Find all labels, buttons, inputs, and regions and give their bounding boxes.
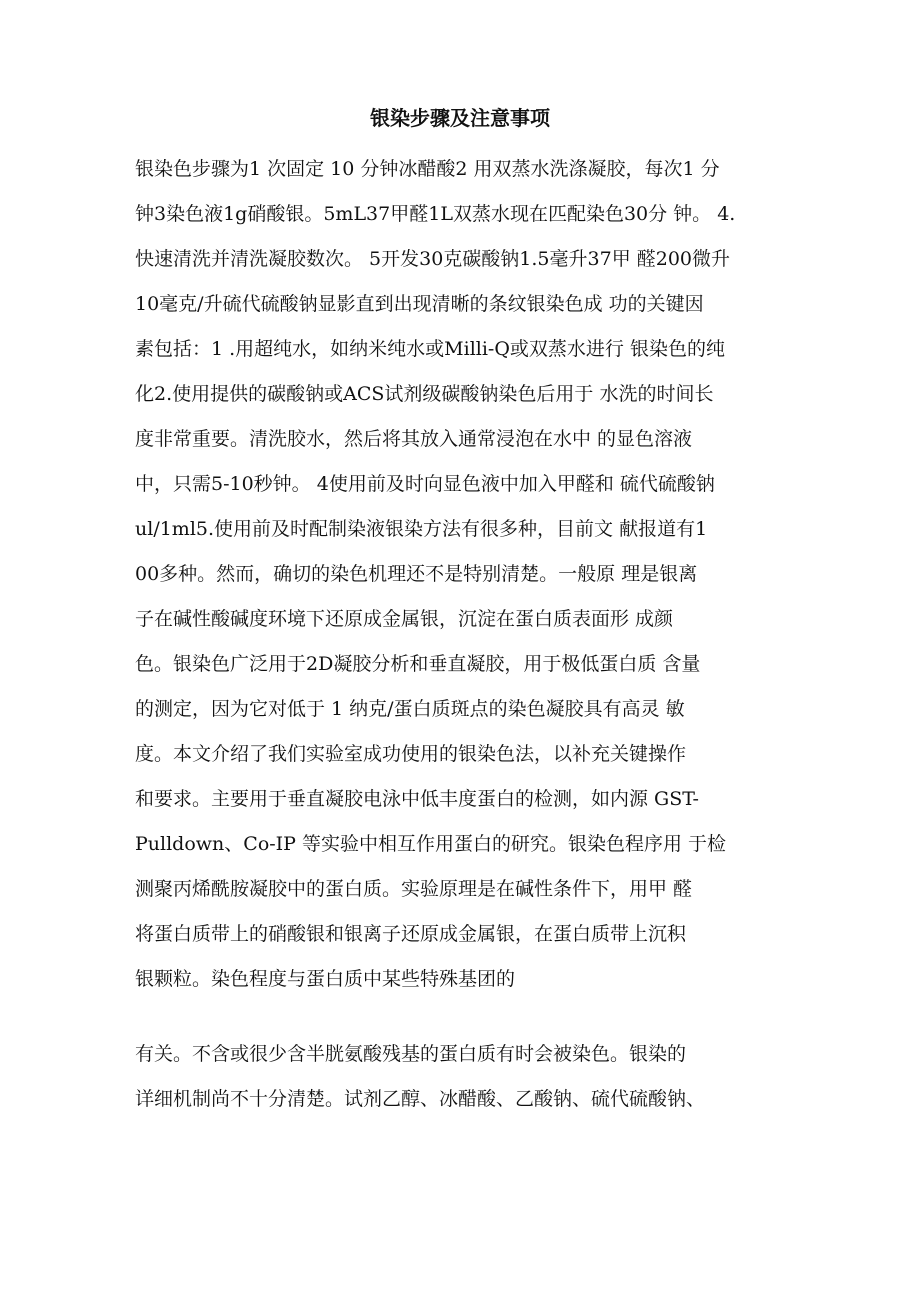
text-line: 中，只需5-10秒钟。 4使用前及时向显色液中加入甲醛和 硫代硫酸钠 [135, 473, 715, 495]
text-line: 和要求。主要用于垂直凝胶电泳中低丰度蛋白的检测，如内源 GST- [135, 788, 699, 810]
text-line: 详细机制尚不十分清楚。试剂乙醇、冰醋酸、乙酸钠、硫代硫酸钠、 [135, 1088, 706, 1110]
text-line: 银染色步骤为1 次固定 10 分钟冰醋酸2 用双蒸水洗涤凝胶，每次1 分 [135, 158, 720, 180]
text-line: 的测定，因为它对低于 1 纳克/蛋白质斑点的染色凝胶具有高灵 敏 [135, 698, 685, 720]
text-line: ul/1ml5.使用前及时配制染液银染方法有很多种，目前文 献报道有1 [135, 518, 708, 540]
text-line: 快速清洗并清洗凝胶数次。 5开发30克碳酸钠1.5毫升37甲 醛200微升 [135, 248, 731, 270]
text-line: Pulldown、Co-IP 等实验中相互作用蛋白的研究。银染色程序用 于检 [135, 833, 727, 855]
text-line: 素包括：1 .用超纯水，如纳米纯水或Milli-Q或双蒸水进行 银染色的纯 [135, 338, 725, 360]
text-line: 有关。不含或很少含半胱氨酸残基的蛋白质有时会被染色。银染的 [135, 1043, 687, 1065]
text-line: 度非常重要。清洗胶水，然后将其放入通常浸泡在水中 的显色溶液 [135, 428, 693, 450]
document-title: 银染步骤及注意事项 [370, 106, 550, 130]
text-line: 子在碱性酸碱度环境下还原成金属银，沉淀在蛋白质表面形 成颜 [135, 608, 674, 630]
text-line: 银颗粒。染色程度与蛋白质中某些特殊基团的 [135, 968, 516, 990]
text-line: 测聚丙烯酰胺凝胶中的蛋白质。实验原理是在碱性条件下，用甲 醛 [135, 878, 693, 900]
text-line: 钟3染色液1g硝酸银。5mL37甲醛1L双蒸水现在匹配染色30分 钟。 4. [135, 203, 736, 225]
text-line: 度。本文介绍了我们实验室成功使用的银染色法，以补充关键操作 [135, 743, 687, 765]
text-line: 化2.使用提供的碳酸钠或ACS试剂级碳酸钠染色后用于 水洗的时间长 [135, 383, 714, 405]
text-line: 10毫克/升硫代硫酸钠显影直到出现清晰的条纹银染色成 功的关键因 [135, 293, 704, 315]
text-line: 将蛋白质带上的硝酸银和银离子还原成金属银，在蛋白质带上沉积 [135, 923, 687, 945]
text-line: 色。银染色广泛用于2D凝胶分析和垂直凝胶，用于极低蛋白质 含量 [135, 653, 701, 675]
text-line: 00多种。然而，确切的染色机理还不是特别清楚。一般原 理是银离 [135, 563, 698, 585]
